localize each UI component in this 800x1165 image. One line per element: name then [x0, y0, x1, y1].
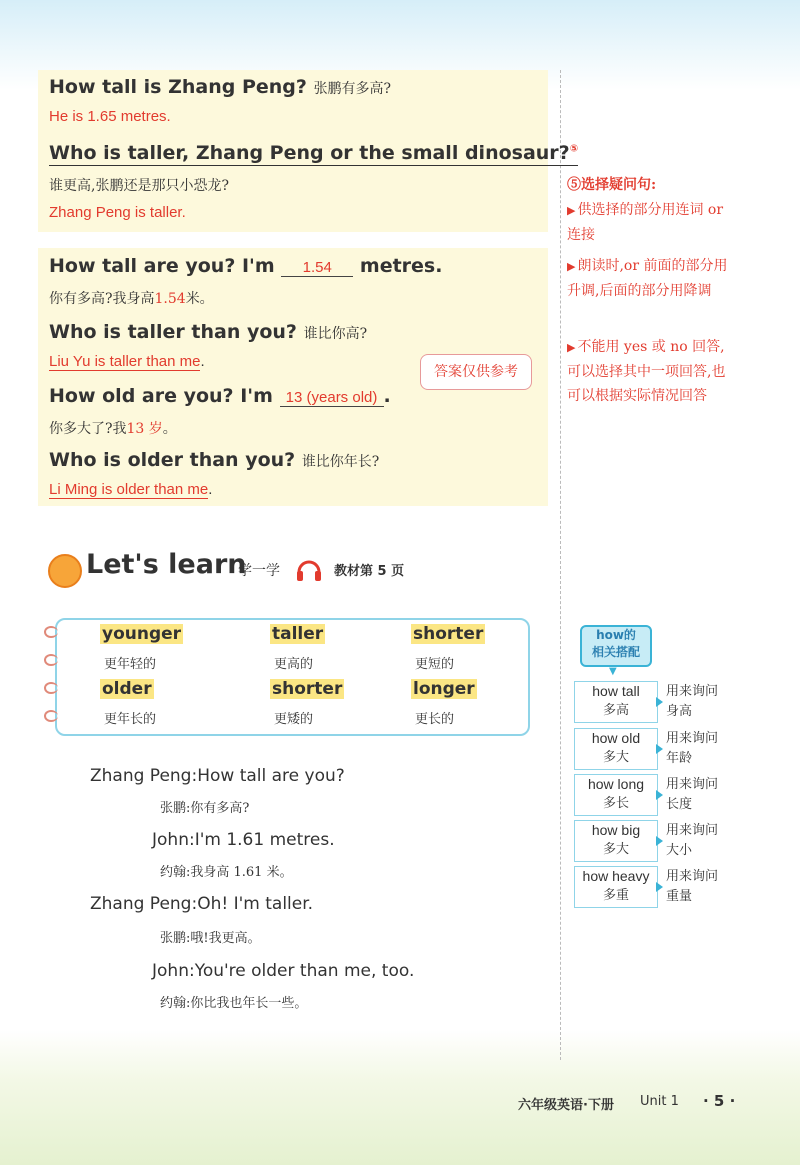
vocab-word: taller — [272, 624, 324, 644]
collocation-phrase — [574, 728, 658, 770]
how-collocations-badge — [580, 625, 652, 667]
collocation-usage — [666, 775, 718, 815]
age-zh-value: 13 岁 — [126, 421, 163, 437]
collocation-en: how big — [591, 822, 641, 838]
question-older-zh: 谁比你年长? — [301, 454, 380, 470]
page-number: · 5 · — [703, 1092, 736, 1110]
dialogue-line: John:I'm 1.61 metres. — [152, 830, 335, 850]
reference-only-stamp: 答案仅供参考 — [420, 354, 532, 390]
question-1-en: How tall is Zhang Peng? — [49, 76, 307, 98]
dialogue-translation: 张鹏:哦!我更高。 — [160, 931, 261, 946]
usage-line-1: 用来询问 — [666, 869, 719, 884]
usage-line-1: 用来询问 — [666, 684, 719, 699]
dialogue-translation: 约翰:你比我也年长一些。 — [160, 996, 308, 1011]
collocation-usage — [666, 867, 718, 907]
age-blank: 13 (years old) — [280, 389, 384, 407]
binder-ring-icon — [44, 626, 58, 638]
collocation-en: how tall — [592, 683, 640, 699]
fill-question-age-post: . — [383, 385, 391, 407]
dialogue-translation: 张鹏:你有多高? — [160, 801, 250, 816]
answer-older — [49, 481, 212, 498]
triangle-bullet-icon: ▶ — [567, 204, 576, 217]
usage-line-1: 用来询问 — [666, 823, 719, 838]
answer-taller-text: Liu Yu is taller than me — [49, 353, 201, 370]
collocation-phrase — [574, 774, 658, 816]
question-older-en: Who is older than you? — [49, 449, 296, 471]
headphones-icon — [294, 554, 324, 584]
binder-ring-icon — [44, 682, 58, 694]
fill-question-age — [49, 385, 391, 407]
usage-line-2: 重量 — [666, 889, 693, 904]
question-2 — [49, 142, 578, 166]
dialogue-line: Zhang Peng:How tall are you? — [90, 766, 345, 786]
height-blank: 1.54 — [281, 259, 353, 277]
dialogue-translation: 约翰:我身高 1.61 米。 — [160, 865, 293, 880]
answer-taller-end: . — [200, 353, 205, 370]
collocation-en: how heavy — [582, 868, 650, 884]
badge-line-1: how的 — [596, 628, 636, 642]
answer-older-end: . — [208, 481, 213, 498]
usage-line-2: 大小 — [666, 843, 693, 858]
age-zh-pre: 你多大了?我 — [49, 421, 127, 437]
question-1-zh: 张鹏有多高? — [313, 81, 392, 97]
note-title: ⑤选择疑问句: — [567, 177, 657, 193]
dialogue-line: Zhang Peng:Oh! I'm taller. — [90, 894, 314, 914]
collocation-zh: 多大 — [602, 750, 629, 765]
usage-line-1: 用来询问 — [666, 731, 719, 746]
triangle-bullet-icon: ▶ — [567, 341, 576, 354]
note-item-2-text: 朗读时,or 前面的部分用升调,后面的部分用降调 — [567, 258, 728, 299]
vocab-meaning: 更短的 — [415, 657, 455, 672]
question-2-en: Who is taller, Zhang Peng or the small dinosaur? — [49, 142, 570, 164]
fill-question-height-pre: How tall are you? I'm — [49, 255, 275, 277]
note-marker: ⑤ — [569, 143, 579, 155]
usage-line-2: 身高 — [666, 704, 693, 719]
lets-learn-subtitle: 学一学 — [238, 563, 280, 579]
footer-book-title: 六年级英语·下册 — [518, 1098, 614, 1113]
dialogue-line: John:You're older than me, too. — [152, 961, 415, 981]
fill-question-age-zh — [49, 418, 177, 438]
collocation-phrase — [574, 866, 658, 908]
collocation-zh: 多大 — [602, 842, 629, 857]
fill-question-height-post: metres. — [359, 255, 443, 277]
note-item-3-text: 不能用 yes 或 no 回答,可以选择其中一项回答,也可以根据实际情况回答 — [567, 339, 726, 404]
collocation-en: how long — [587, 776, 645, 792]
note-item-1 — [567, 198, 732, 247]
lets-learn-flower-icon — [48, 554, 82, 588]
binder-ring-icon — [44, 654, 58, 666]
usage-line-2: 年龄 — [666, 751, 693, 766]
question-taller — [49, 321, 367, 343]
collocation-usage — [666, 729, 718, 769]
question-older — [49, 449, 379, 471]
usage-line-1: 用来询问 — [666, 777, 719, 792]
note-item-3 — [567, 335, 732, 408]
collocation-zh: 多高 — [602, 703, 629, 718]
answer-taller — [49, 353, 205, 370]
down-arrow-icon: ▼ — [609, 666, 617, 677]
collocation-zh: 多长 — [602, 796, 629, 811]
age-zh-post: 。 — [162, 421, 177, 437]
collocation-usage — [666, 682, 718, 722]
vocab-meaning: 更长的 — [415, 712, 455, 727]
vocab-meaning: 更矮的 — [274, 712, 314, 727]
triangle-bullet-icon: ▶ — [567, 260, 576, 273]
collocation-phrase — [574, 681, 658, 723]
collocation-zh: 多重 — [602, 888, 629, 903]
question-taller-en: Who is taller than you? — [49, 321, 297, 343]
vocab-meaning: 更年长的 — [104, 712, 157, 727]
vocab-word: younger — [102, 624, 182, 644]
right-triangle-icon — [656, 744, 663, 754]
height-zh-post: 米。 — [185, 291, 214, 307]
question-1 — [49, 76, 391, 98]
margin-divider — [560, 70, 561, 1060]
collocation-usage — [666, 821, 718, 861]
vocab-meaning: 更年轻的 — [104, 657, 157, 672]
right-triangle-icon — [656, 836, 663, 846]
note-item-2 — [567, 254, 732, 303]
right-triangle-icon — [656, 790, 663, 800]
note-item-1-text: 供选择的部分用连词 or 连接 — [567, 202, 724, 243]
collocation-phrase — [574, 820, 658, 862]
right-triangle-icon — [656, 882, 663, 892]
question-2-zh: 谁更高,张鹏还是那只小恐龙? — [49, 178, 229, 194]
badge-line-2: 相关搭配 — [591, 645, 640, 659]
answer-older-text: Li Ming is older than me — [49, 481, 209, 498]
fill-question-height — [49, 255, 442, 277]
usage-line-2: 长度 — [666, 797, 693, 812]
binder-ring-icon — [44, 710, 58, 722]
vocab-word: shorter — [272, 679, 343, 699]
answer-1: He is 1.65 metres. — [49, 108, 171, 125]
right-triangle-icon — [656, 697, 663, 707]
textbook-page-ref: 教材第 5 页 — [334, 564, 405, 579]
footer-unit: Unit 1 — [640, 1094, 679, 1109]
lets-learn-title: Let's learn — [86, 549, 247, 580]
vocab-meaning: 更高的 — [274, 657, 314, 672]
vocab-word: shorter — [413, 624, 484, 644]
height-zh-pre: 你有多高?我身高 — [49, 291, 155, 307]
question-taller-zh: 谁比你高? — [303, 326, 368, 342]
fill-question-age-pre: How old are you? I'm — [49, 385, 273, 407]
vocab-word: older — [102, 679, 152, 699]
vocab-word: longer — [413, 679, 475, 699]
answer-2: Zhang Peng is taller. — [49, 204, 186, 221]
height-zh-value: 1.54 — [154, 291, 186, 307]
collocation-en: how old — [591, 730, 641, 746]
fill-question-height-zh — [49, 288, 214, 308]
